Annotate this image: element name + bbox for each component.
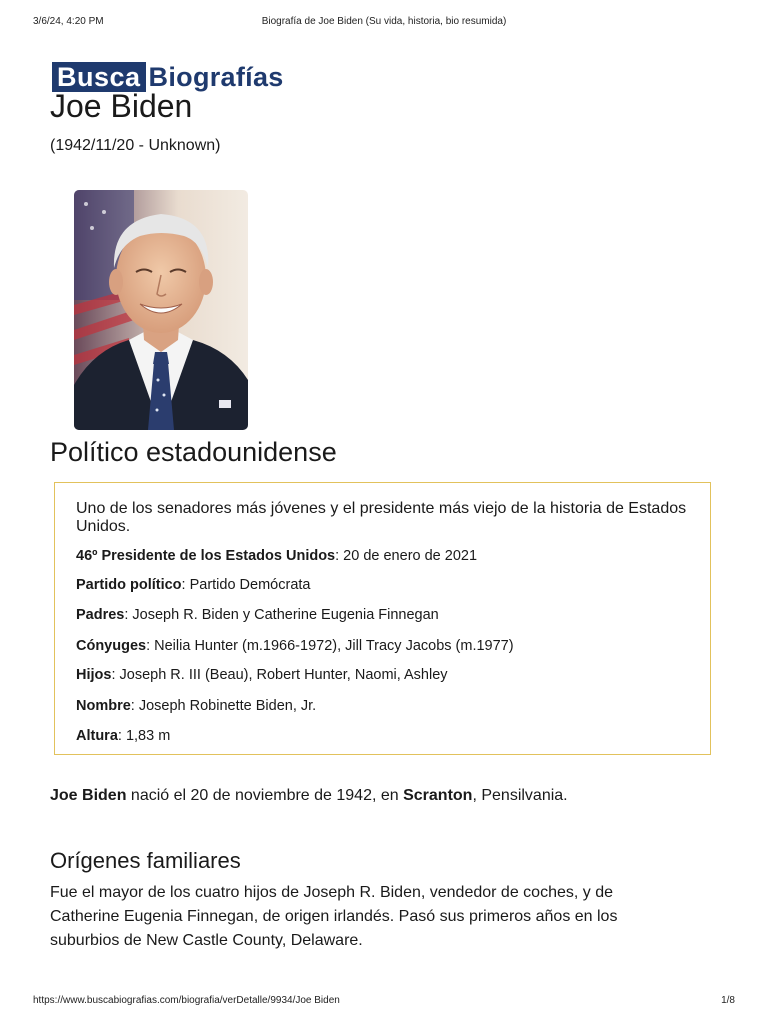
print-datetime: 3/6/24, 4:20 PM xyxy=(33,16,104,27)
fact-party: Partido político: Partido Demócrata xyxy=(76,577,311,593)
portrait-image xyxy=(74,190,248,430)
print-page-title: Biografía de Joe Biden (Su vida, historia, bio resumida) xyxy=(261,16,507,27)
origins-paragraph: Fue el mayor de los cuatro hijos de Joseph R. Biden, vendedor de coches, y de Catherine Eugenia Finnegan, de origen irlandés. Pasó sus primeros años en los suburbios de New Castle County, Delaware. xyxy=(50,884,618,949)
logo-busca: Busca xyxy=(52,62,146,92)
print-header xyxy=(0,16,768,30)
person-name: Joe Biden xyxy=(50,88,193,124)
life-dates: (1942/11/20 - Unknown) xyxy=(50,137,221,154)
logo-biografias: Biografías xyxy=(148,61,284,92)
fact-children: Hijos: Joseph R. III (Beau), Robert Hunter, Naomi, Ashley xyxy=(76,667,448,683)
fact-height: Altura: 1,83 m xyxy=(76,728,171,744)
birth-city: Scranton xyxy=(403,787,473,804)
page-counter: 1/8 xyxy=(721,995,735,1006)
print-url: https://www.buscabiografias.com/biografia/verDetalle/9934/Joe Biden xyxy=(33,995,340,1006)
birth-name: Joe Biden xyxy=(50,787,127,804)
fact-president: 46º Presidente de los Estados Unidos: 20 de enero de 2021 xyxy=(76,548,478,564)
summary-box xyxy=(54,482,711,755)
fact-parents: Padres: Joseph R. Biden y Catherine Eugenia Finnegan xyxy=(76,607,439,623)
print-footer xyxy=(0,995,768,1009)
section-heading-origins: Orígenes familiares xyxy=(50,848,241,873)
occupation-heading: Político estadounidense xyxy=(50,437,337,467)
fact-full-name: Nombre: Joseph Robinette Biden, Jr. xyxy=(76,698,317,714)
fact-spouses: Cónyuges: Neilia Hunter (m.1966-1972), Jill Tracy Jacobs (m.1977) xyxy=(76,638,514,654)
birth-paragraph: Joe Biden nació el 20 de noviembre de 1942, en Scranton, Pensilvania. xyxy=(50,787,568,804)
summary-intro: Uno de los senadores más jóvenes y el presidente más viejo de la historia de Estados Unidos. xyxy=(76,500,687,535)
